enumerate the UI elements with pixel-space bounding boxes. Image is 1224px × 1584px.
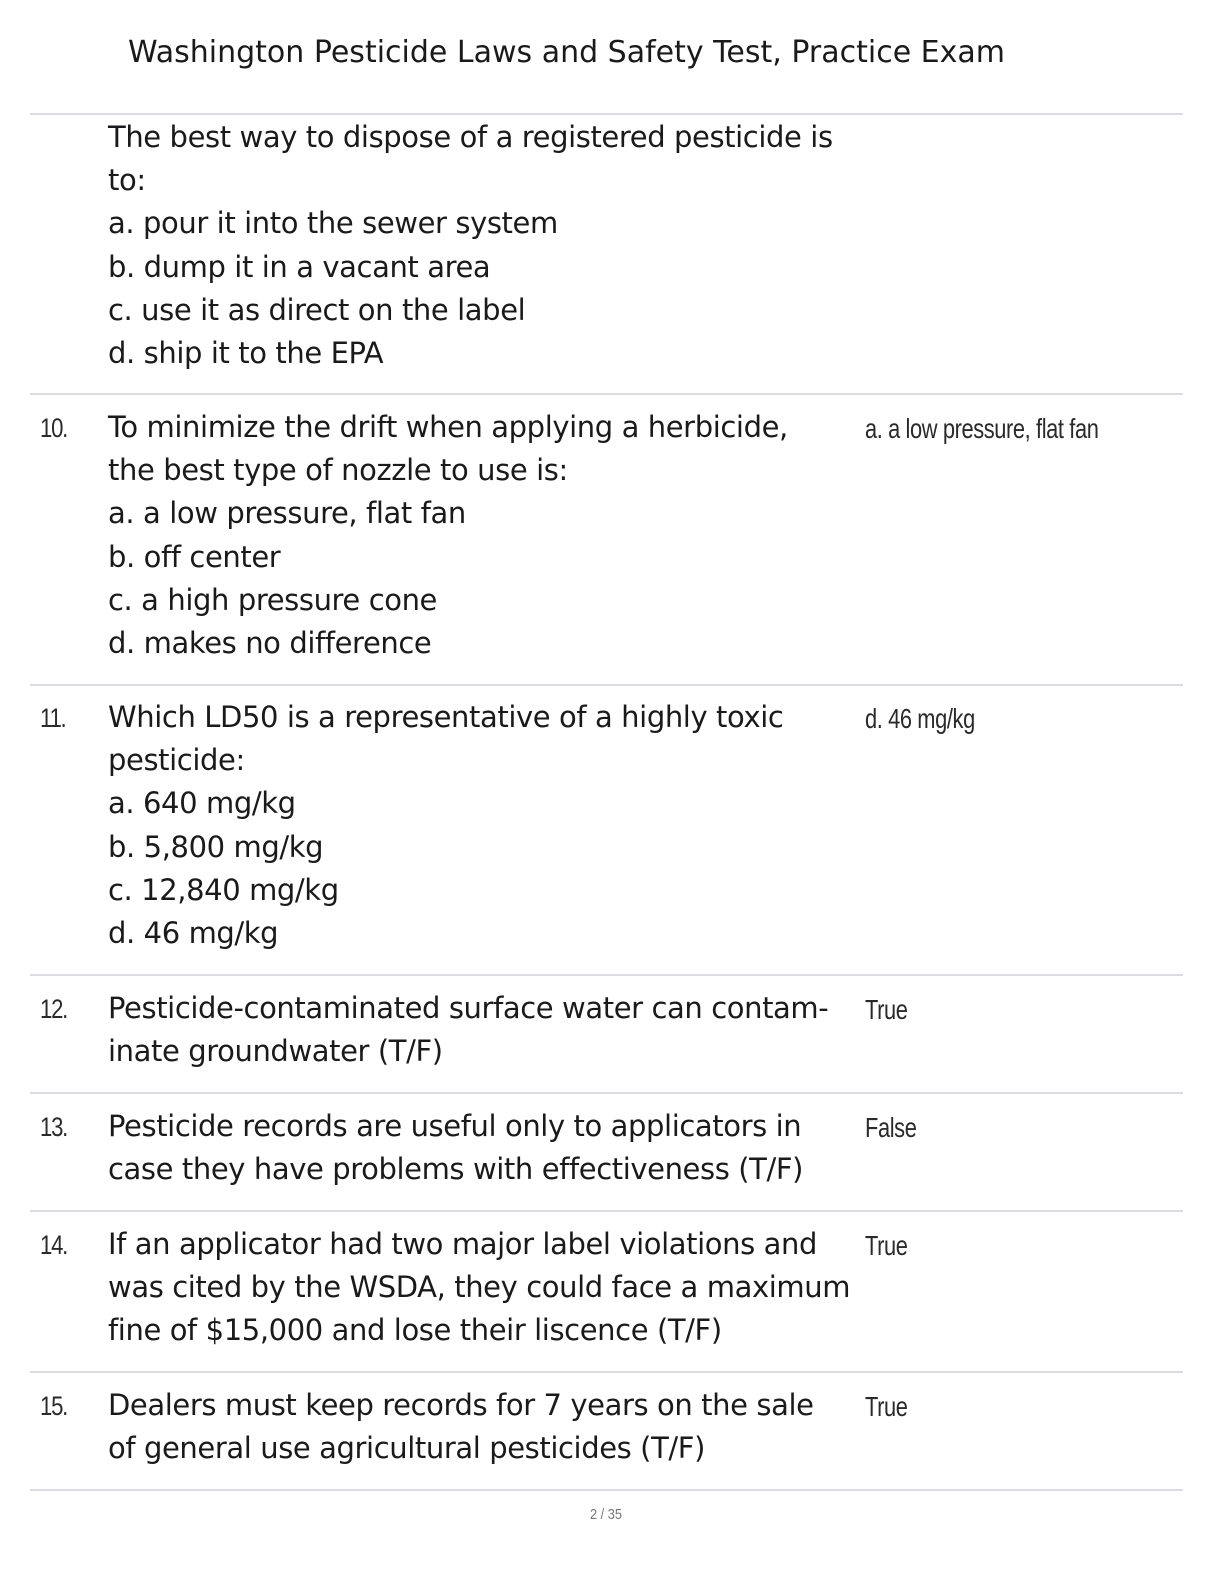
option-line: a. a low pressure, flat fan [108,496,466,531]
option-line: b. 5,800 mg/kg [108,829,324,864]
question-line: Dealers must keep records for 7 years on the sale [108,1388,814,1422]
question-line: fine of $15,000 and lose their liscence (T/F) [108,1313,722,1348]
question-number: 10. [40,413,68,443]
row-divider [30,1210,1183,1212]
option-line: d. 46 mg/kg [108,916,279,951]
option-line: c. use it as direct on the label [108,292,526,327]
question-line: pesticide: [108,743,245,778]
question-number: 11. [40,703,66,733]
option-line: c. a high pressure cone [108,582,438,617]
question-text [108,1223,864,1353]
question-line: To minimize the drift when applying a herbicide, [108,410,788,444]
question-line: was cited by the WSDA, they could face a maximum [108,1270,851,1305]
question-line: If an applicator had two major label violations and [108,1227,817,1261]
question-line: of general use agricultural pesticides (T/F) [108,1431,705,1466]
question-line: Pesticide-contaminated surface water can contam- [108,991,829,1025]
question-line: the best type of nozzle to use is: [108,453,568,488]
question-line: The best way to dispose of a registered pesticide is [108,120,833,154]
question-text [108,987,864,1073]
row-divider [30,974,1183,976]
question-number: 13. [40,1112,68,1142]
question-line: case they have problems with effectiveness (T/F) [108,1152,804,1187]
answer-text: False [865,1112,917,1143]
question-text [108,116,864,375]
row-divider [30,393,1183,395]
option-line: d. ship it to the EPA [108,336,384,371]
option-line: b. dump it in a vacant area [108,249,491,284]
answer-text: True [865,1230,908,1261]
page-title: Washington Pesticide Laws and Safety Test, Practice Exam [128,35,1006,70]
question-line: inate groundwater (T/F) [108,1034,443,1069]
row-divider [30,1371,1183,1373]
option-line: b. off center [108,539,281,574]
question-number: 15. [40,1391,68,1421]
answer-text: True [865,1391,908,1422]
question-text [108,406,864,665]
row-divider [30,1489,1183,1491]
option-line: d. makes no difference [108,626,432,661]
answer-text: d. 46 mg/kg [865,703,975,734]
question-text [108,1384,864,1470]
page-indicator: 2 / 35 [590,1506,622,1523]
question-line: to: [108,163,146,198]
answer-text: True [865,994,908,1025]
question-text [108,1105,864,1191]
question-number: 14. [40,1230,68,1260]
question-line: Pesticide records are useful only to applicators in [108,1109,802,1143]
answer-text: a. a low pressure, flat fan [865,413,1099,444]
question-text [108,696,864,955]
row-divider [30,113,1183,115]
option-line: c. 12,840 mg/kg [108,872,339,907]
row-divider [30,684,1183,686]
option-line: a. pour it into the sewer system [108,206,558,241]
question-number: 12. [40,994,68,1024]
question-line: Which LD50 is a representative of a highly toxic [108,700,784,734]
option-line: a. 640 mg/kg [108,786,296,821]
row-divider [30,1092,1183,1094]
